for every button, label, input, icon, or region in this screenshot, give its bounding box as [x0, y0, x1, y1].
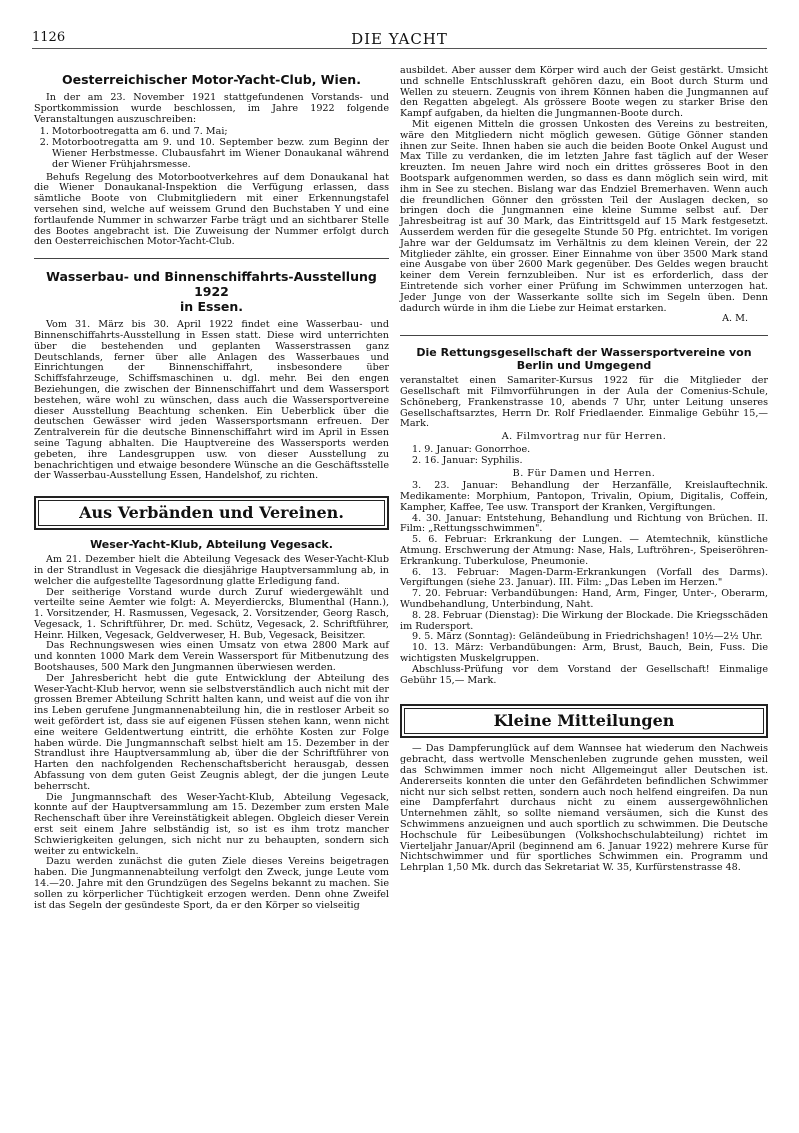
wasserbau-body: Vom 31. März bis 30. April 1922 findet eine Wasserbau- und Binnenschiffahrts-Ausstellung in Essen statt. Diese wird unterrichten über die bestehenden und geplanten Wasserstrassen ganz Deutschlands, ferner über alle Anlagen des Wasserbaues und Einrichtungen der Binnenschiffahrt, insbesondere über Schiffsfahrzeuge, Schiffsmaschinen u. dgl. mehr. Bei den engen Beziehungen, die zwischen der Binnenschiffahrt und dem Wassersport bestehen, wäre wohl zu wünschen, dass auch die Wassersportvereine dieser Ausstellung Beachtung schenken. Ein Ueberblick über die deutschen Gewässer wird jeden Wassersportsmann erfreuen. Der Zentralverein für die deutsche Binnenschiffahrt wird im April in Essen seine Tagung abhalten. Die Hauptvereine des Wassersports werden gebeten, ihre Landesgruppen usw. von dieser Ausstellung zu benachrichtigen und etwaige besondere Wünsche an die Geschäftsstelle der Wasserbau-Ausstellung Essen, Handelshof, zu richten. — [34, 319, 389, 482]
paragraph: Mit eigenen Mitteln die grossen Unkosten des Vereins zu bestreiten, wäre den Mitgliedern nicht möglich gewesen. Gütige Gönner standen ihnen zur Seite. Ihnen haben sie auch die beiden Boote Onkel August und Max Tille zu verdanken, die im letzten Jahre fast täglich auf der Weser kreuzten. Im neuen Jahre wird noch ein drittes grösseres Boot in den Bootspark aufgenommen werden, so dass es dann möglich sein wird, mit ihm in See zu stechen. Bislang war das Endziel Bremerhaven. Wenn auch die freundlichen Gönner den grössten Teil der Auslagen decken, so bringen doch die Jungmannen eine kleine Summe selbst auf. Der Jahresbeitrag ist auf 30 Mark, das Eintrittsgeld auf 15 Mark festgesetzt. Ausserdem werden für die gesegelte Stunde 50 Pfg. entrichtet. Im vorigen Jahre war der Geldumsatz im Verhältnis zu dem kleinen Verein, der 22 Mitglieder zählte, ein grosser. Einer Einnahme von über 3500 Mark stand eine Ausgabe von über 2600 Mark gegenüber. Des Geldes wegen braucht keiner dem Verein fernzubleiben. Nur ist es erforderlich, dass der Eintretende sich vorher einer Prüfung im Schwimmen unterzogen hat. Jeder Junge von der Wasserkante sollte sich im Segeln üben. Denn dadurch würde in ihm die Liebe zur Heimat erstarken. — [400, 118, 768, 314]
section-title: Kleine Mitteilungen — [404, 708, 764, 734]
right-column — [400, 66, 768, 874]
lecture-item: 5. 6. Februar: Erkrankung der Lungen. — Atemtechnik, künstliche Atmung. Erschwerung der Atmung: Nase, Hals, Luftröhren-, Speiseröhren-Erkrankung. Tuberkulose, Pneumonie. — [400, 534, 768, 567]
divider — [34, 258, 389, 259]
paragraph: Der seitherige Vorstand wurde durch Zuruf wiedergewählt und verteilte seine Aemter wie folgt: A. Meyerdiercks, Blumenthal (Hann.), 1. Vorsitzender, H. Rasmussen, Vegesack, 2. Vorsitzender, Georg Rasch, Vegesack, 1. Schriftführer, Dr. med. Schütz, Vegesack, 2. Schriftführer, Heinr. Hilken, Vegesack, Geldverweser, H. Bub, Vegesack, Beisitzer. — [34, 586, 389, 641]
page-number: 1126 — [32, 30, 66, 45]
oemyc-body: Behufs Regelung des Motorbootverkehres auf dem Donaukanal hat die Wiener Donaukanal-Inspektion die Verfügung erlassen, dass sämtliche Boote von Clubmitgliedern mit einer Erkennungstafel versehen sind, welche auf weissem Grund den Buchstaben Y und eine fortlaufende Nummer in schwarzer Farbe trägt und an sichtbarer Stelle des Bootes angebracht ist. Die Zuweisung der Nummer erfolgt durch den Oesterreichischen Motor-Yacht-Club. — [34, 171, 389, 248]
paragraph: Am 21. Dezember hielt die Abteilung Vegesack des Weser-Yacht-Klub in der Strandlust in Vegesack die diesjährige Hauptversammlung ab, in welcher die aufgestellte Tagesordnung glatte Erledigung fand. — [34, 554, 389, 587]
article-title-rettung — [400, 346, 768, 372]
signature: A. M. — [722, 313, 748, 325]
page-header — [32, 30, 767, 49]
paragraph: Das Rechnungswesen wies einen Umsatz von etwa 2800 Mark auf und konnten 1000 Mark dem Verein Wassersport für Mitbenutzung des Bootshauses, 500 Mark den Jungmannen überwiesen werden. — [34, 640, 389, 674]
title-line: Berlin und Umgegend — [516, 359, 652, 373]
kleine-body: — Das Dampferunglück auf dem Wannsee hat wiederum den Nachweis gebracht, dass wertvolle Menschenleben zugrunde gehen mussten, weil das Schwimmen immer noch nicht Allgemeingut aller Deutschen ist. Andererseits konnten die unter den Gefährdeten befindlichen Schwimmer nicht nur sich selbst retten, sondern auch noch helfend eingreifen. Da nun eine Dampferfahrt durchaus nicht zu einem aussergewöhnlichen Unternehmen zählt, so sollte niemand versäumen, sich die Kunst des Schwimmens anzueignen und auch sportlich zu schwimmen. Die Deutsche Hochschule für Leibesübungen (Volkshochschulabteilung) richtet im Vierteljahr Januar/April (beginnend am 6. Januar 1922) mehrere Kurse für Nichtschwimmer und für sportliches Schwimmen ein. Programm und Lehrplan 1,50 Mk. durch das Sekretariat W. 35, Kurfürstenstrasse 48. — [400, 743, 768, 874]
lecture-item: 9. 5. März (Sonntag): Geländeübung in Friedrichshagen! 10½—2½ Uhr. — [412, 631, 763, 643]
lecture-item: 1. 9. Januar: Gonorrhoe. — [412, 443, 531, 455]
journal-title: DIE YACHT — [351, 30, 448, 48]
left-column — [34, 66, 389, 911]
article-title-weser: Weser-Yacht-Klub, Abteilung Vegesack. — [90, 538, 333, 552]
section-title: Aus Verbänden und Vereinen. — [38, 500, 385, 526]
lecture-group-heading: B. Für Damen und Herren. — [512, 467, 656, 479]
lecture-item: 2. 16. Januar: Syphilis. — [412, 454, 523, 466]
paragraph: Der Jahresbericht hebt die gute Entwicklung der Abteilung des Weser-Yacht-Klub hervor, wenn sie selbstverständlich auch nicht mit der grossen Bremer Abteilung Schritt halten kann, und weist auf die von ihr ins Leben gerufene Jungmannenabteilung hin, die in restloser Arbeit so weit gefördert ist, dass sie auf eigenen Füssen stehen kann, wenn nicht eine weitere Geldentwertung eintritt, die erhöhte Kosten zur Folge haben würde. Die Jungmannschaft selbst hielt am 15. Dezember in der Strandlust ihre Hauptversammlung ab, über die der Schriftführer von Harten den nachfolgenden Rechenschaftsbericht herausgab, dessen Abfassung von dem guten Geist Zeugnis ablegt, der die jungen Leute beherrscht. — [34, 672, 389, 792]
article-title-wasserbau — [34, 269, 389, 314]
divider — [400, 335, 768, 336]
list-item: 1. Motorbootregatta am 6. und 7. Mai; — [52, 127, 389, 138]
lecture-item: 8. 28. Februar (Dienstag): Die Wirkung der Blockade. Die Kriegsschäden im Rudersport. — [400, 609, 768, 632]
rettung-intro: veranstaltet einen Samariter-Kursus 1922 für die Mitglieder der Gesellschaft mit Filmvorführungen in der Aula der Comenius-Schule, Schöneberg, Frankenstrasse 10, abends 7 Uhr, unter Leitung unseres Gesellschaftsarztes, Herrn Dr. Rolf Friedlaender. Einmalige Gebühr 15,— Mark. — [400, 375, 768, 430]
rettung-closing: Abschluss-Prüfung vor dem Vorstand der Gesellschaft! Einmalige Gebühr 15,— Mark. — [400, 663, 768, 686]
lecture-item: 6. 13. Februar: Magen-Darm-Erkrankungen (Vorfall des Darms). Vergiftungen (siehe 23. Januar). III. Film: „Das Leben im Herzen." — [400, 566, 768, 589]
paragraph: Die Jungmannschaft des Weser-Yacht-Klub, Abteilung Vegesack, konnte auf der Hauptversammlung am 15. Dezember zum ersten Male Rechenschaft über ihre Vereinstätigkeit ablegen. Obgleich dieser Verein erst seit einem Jahre selbständig ist, so ist es ihm trotz mancher Schwierigkeiten gelungen, sich nicht nur zu behaupten, sondern sich weiter zu entwickeln. — [34, 791, 389, 857]
article-title-oemyc: Oesterreichischer Motor-Yacht-Club, Wien. — [62, 72, 361, 87]
lecture-item: 3. 23. Januar: Behandlung der Herzanfälle, Kreislauftechnik. Medikamente: Morphium, Pantopon, Trivalin, Opium, Digitalis, Coffein, Kampher, Kaffee, Tee usw. Transport der Kranken, Vergiftungen. — [400, 480, 768, 513]
lecture-item: 7. 20. Februar: Verbandübungen: Hand, Arm, Finger, Unter-, Oberarm, Wundbehandlung, Unterbindung, Naht. — [400, 588, 768, 611]
title-line: Wasserbau- und Binnenschiffahrts-Ausstellung 1922 — [46, 269, 377, 300]
title-line: Die Rettungsgesellschaft der Wassersportvereine von — [416, 346, 752, 360]
paragraph: Dazu werden zunächst die guten Ziele dieses Vereins beigetragen haben. Die Jungmannenabteilung verfolgt den Zweck, junge Leute vom 14.—20. Jahre mit den Grundzügen des Segelns bekannt zu machen. Sie sollen zu körperlicher Tüchtigkeit erzogen werden. Denn ohne Zweifel ist das Segeln der gesündeste Sport, da er den Körper so vielseitig — [34, 856, 389, 911]
oemyc-list — [52, 127, 389, 170]
list-item: 2. Motorbootregatta am 9. und 10. September bezw. zum Beginn der Wiener Herbstmesse. Clubausfahrt im Wiener Donaukanal während der Wiener Frühjahrsmesse. — [52, 138, 389, 170]
section-box — [400, 704, 768, 738]
title-line: in Essen. — [179, 299, 244, 315]
oemyc-intro: In der am 23. November 1921 stattgefundenen Vorstands- und Sportkommission wurde beschlossen, im Jahre 1922 folgende Veranstaltungen auszuschreiben: — [34, 92, 389, 125]
lecture-item: 4. 30. Januar: Entstehung, Behandlung und Richtung von Brüchen. II. Film: „Rettungsschwimmen". — [400, 512, 768, 535]
lecture-item: 10. 13. März: Verbandübungen: Arm, Brust, Bauch, Bein, Fuss. Die wichtigsten Muskelgruppen. — [400, 642, 768, 665]
paragraph: ausbildet. Aber ausser dem Körper wird auch der Geist gestärkt. Umsicht und schnelle Entschlusskraft gehören dazu, ein Boot durch Sturm und Wellen zu steuern. Zeugnis von ihrem Können haben die Jungmannen auf den Regatten abgelegt. Als grössere Boote wegen zu starker Brise den Kampf aufgaben, da hielten die Jungmannen-Boote durch. — [400, 65, 768, 120]
section-box — [34, 496, 389, 530]
lecture-group-heading: A. Filmvortrag nur für Herren. — [501, 431, 667, 443]
